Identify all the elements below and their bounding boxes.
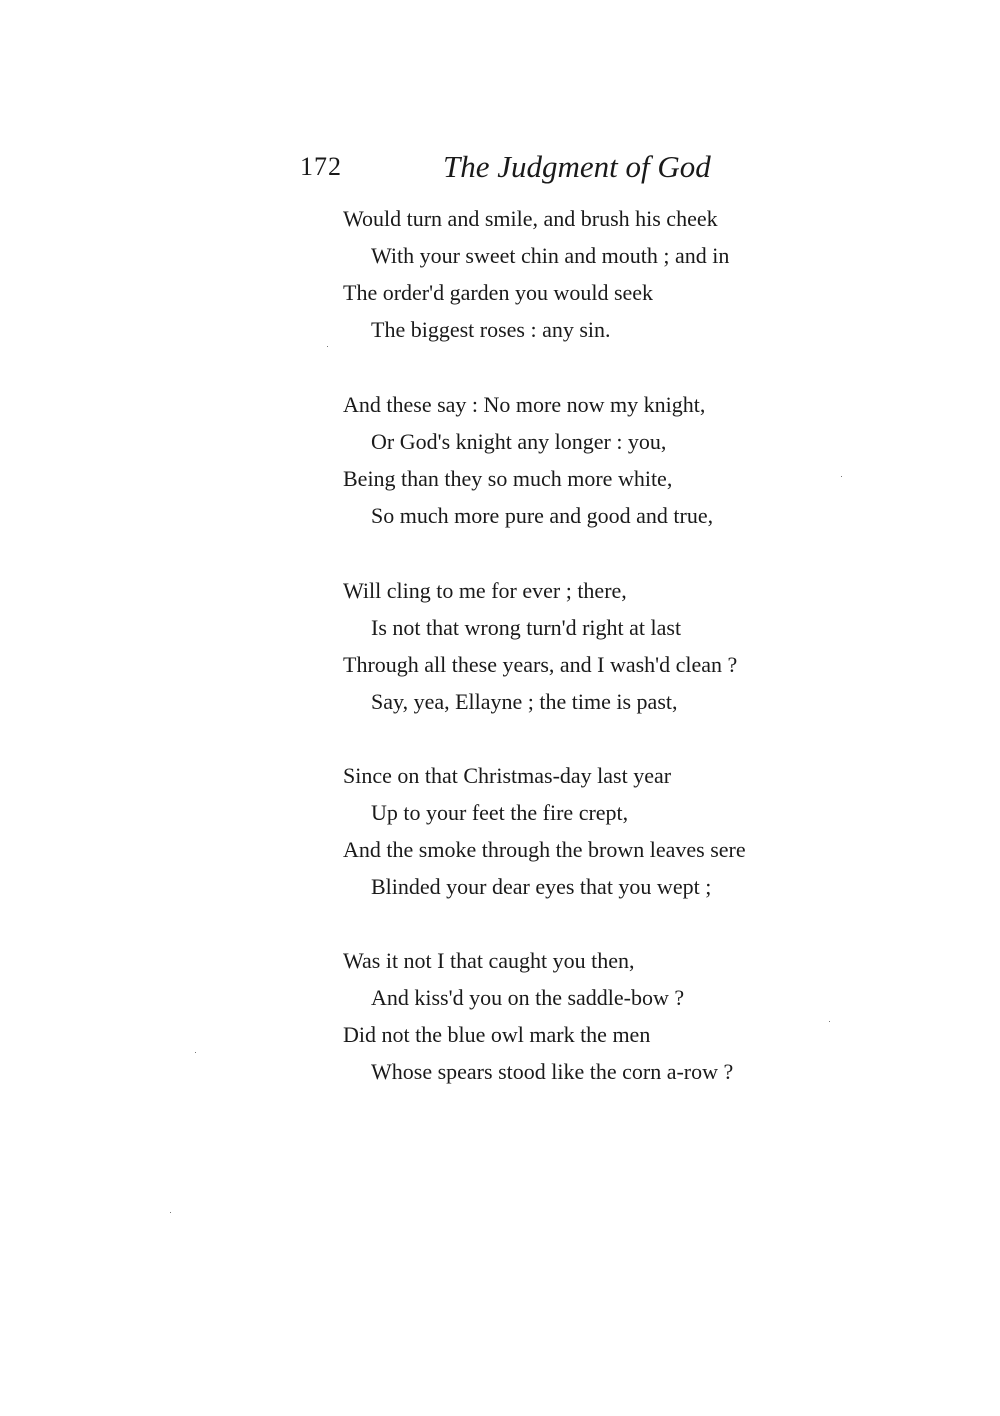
stanza-4 bbox=[343, 757, 903, 905]
stanza-3 bbox=[343, 572, 903, 720]
scan-speck bbox=[170, 1212, 171, 1213]
verse-line: Since on that Christmas-day last year bbox=[343, 763, 672, 788]
verse-line: Or God's knight any longer : you, bbox=[371, 429, 667, 454]
verse-line: The biggest roses : any sin. bbox=[371, 317, 611, 342]
verse-line: Is not that wrong turn'd right at last bbox=[371, 615, 682, 640]
running-title: The Judgment of God bbox=[443, 149, 711, 184]
verse-line: Was it not I that caught you then, bbox=[343, 948, 635, 973]
verse-line: With your sweet chin and mouth ; and in bbox=[371, 243, 730, 268]
scan-speck bbox=[195, 1052, 196, 1053]
scan-speck bbox=[841, 476, 842, 477]
verse-line: Will cling to me for ever ; there, bbox=[343, 578, 627, 603]
stanza-1 bbox=[343, 200, 903, 348]
verse-line: Whose spears stood like the corn a-row ? bbox=[371, 1059, 734, 1084]
verse-line: Say, yea, Ellayne ; the time is past, bbox=[371, 689, 678, 714]
stanza-2 bbox=[343, 386, 903, 534]
verse-line: Would turn and smile, and brush his cheek bbox=[343, 206, 718, 231]
verse-line: And kiss'd you on the saddle-bow ? bbox=[371, 985, 685, 1010]
verse-line: So much more pure and good and true, bbox=[371, 503, 714, 528]
verse-line: And the smoke through the brown leaves sere bbox=[343, 837, 746, 862]
verse-line: Up to your feet the fire crept, bbox=[371, 800, 629, 825]
verse-line: The order'd garden you would seek bbox=[343, 280, 654, 305]
scan-speck bbox=[829, 1021, 830, 1022]
stanza-5 bbox=[343, 942, 903, 1090]
verse-line: Did not the blue owl mark the men bbox=[343, 1022, 651, 1047]
page-number: 172 bbox=[300, 152, 342, 181]
scan-speck bbox=[327, 346, 328, 347]
verse-line: Blinded your dear eyes that you wept ; bbox=[371, 874, 712, 899]
verse-line: Through all these years, and I wash'd clean ? bbox=[343, 652, 738, 677]
verse-line: Being than they so much more white, bbox=[343, 466, 673, 491]
verse-line: And these say : No more now my knight, bbox=[343, 392, 706, 417]
